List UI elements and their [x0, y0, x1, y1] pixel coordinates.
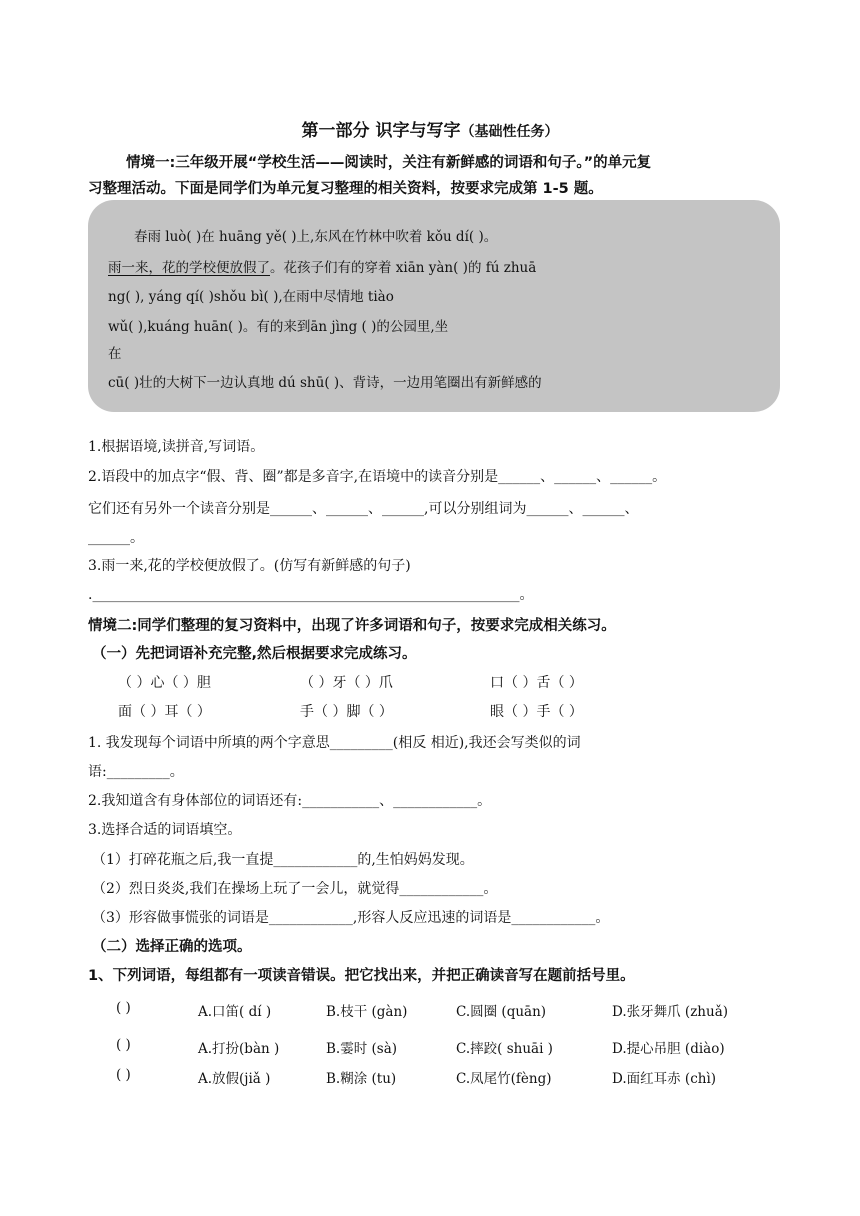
scene1-line2: 习整理活动。下面是同学们为单元复习整理的相关资料，按要求完成第 1-5 题。 — [88, 181, 603, 197]
part1-q3-2: （2）烈日炎炎,我们在操场上玩了一会儿，就觉得____________。 — [92, 881, 498, 897]
part1-q3-3: （3）形容做事慌张的词语是____________,形容人反应迅速的词语是____________。 — [92, 910, 610, 926]
part1-heading: （一）先把词语补充完整,然后根据要求完成练习。 — [92, 646, 417, 662]
passage-line2 — [108, 256, 536, 276]
part1-q1-line1: 1. 我发现每个词语中所填的两个字意思_________(相反 相近),我还会写类似的词 — [88, 735, 581, 751]
passage-line3: ng( ), yáng qí( )shǒu bì( ),在雨中尽情地 tiào — [108, 289, 394, 305]
option-2d: D.提心吊胆 (diào) — [612, 1041, 725, 1057]
title-main: 第一部分 识字与写字 — [301, 121, 461, 141]
part2-q1: 1、下列词语，每组都有一项读音错误。把它找出来，并把正确读音写在题前括号里。 — [88, 968, 635, 984]
question-3-answer-line: ._____________________________________________________________。 — [88, 587, 534, 603]
option-3a: A.放假(jiǎ ) — [198, 1071, 271, 1087]
option-1a: A.口笛( dí ) — [198, 1004, 272, 1020]
passage-line6: cū( )壮的大树下一边认真地 dú shū( )、背诗，一边用笔圈出有新鲜感的 — [108, 375, 542, 391]
part1-q2: 2.我知道含有身体部位的词语还有:___________、____________。 — [88, 793, 492, 809]
option-3b: B.糊涂 (tu) — [326, 1071, 397, 1087]
idiom-fill-6: 眼（ ）手（ ） — [490, 704, 583, 720]
passage-line4: wǔ( ),kuáng huān( )。有的来到ān jìng ( )的公园里,坐 — [108, 319, 449, 335]
passage-underlined-sentence: 雨一来，花的学校便放假了 — [108, 260, 270, 276]
question-2-line3: ______。 — [88, 530, 144, 546]
scene2-text: 情境二:同学们整理的复习资料中，出现了许多词语和句子，按要求完成相关练习。 — [88, 618, 616, 634]
answer-bracket-2: ( ) — [116, 1037, 131, 1053]
passage-line5: 在 — [108, 346, 122, 362]
option-1b: B.枝干 (gàn) — [326, 1004, 408, 1020]
option-1c: C.圆圈 (quān) — [456, 1004, 547, 1020]
option-1d: D.张牙舞爪 (zhuǎ) — [612, 1004, 729, 1020]
passage-line2-rest: 。花孩子们有的穿着 xiān yàn( )的 fú zhuā — [270, 260, 537, 276]
title-sub: （基础性任务） — [460, 124, 559, 140]
question-2-line2: 它们还有另外一个读音分别是______、______、______,可以分别组词为______、______、 — [88, 501, 639, 517]
idiom-fill-4: 面（ ）耳（ ） — [118, 704, 211, 720]
option-2a: A.打扮(bàn ) — [198, 1041, 280, 1057]
question-1: 1.根据语境,读拼音,写词语。 — [88, 439, 265, 455]
page-title — [0, 116, 860, 141]
part2-heading: （二）选择正确的选项。 — [92, 939, 252, 955]
question-2-line1: 2.语段中的加点字“假、背、圈”都是多音字,在语境中的读音分别是______、______、______。 — [88, 469, 667, 485]
part1-q3: 3.选择合适的词语填空。 — [88, 822, 242, 838]
option-3d: D.面红耳赤 (chì) — [612, 1071, 717, 1087]
part1-q3-1: （1）打碎花瓶之后,我一直提____________的,生怕妈妈发现。 — [92, 852, 474, 868]
question-3-line1: 3.雨一来,花的学校便放假了。(仿写有新鲜感的句子) — [88, 558, 411, 574]
idiom-fill-5: 手（ ）脚（ ） — [300, 704, 393, 720]
option-3c: C.凤尾竹(fèng) — [456, 1071, 552, 1087]
passage-line1: 春雨 luò( )在 huāng yě( )上,东风在竹林中吹着 kǒu dí( )。 — [134, 229, 498, 245]
idiom-fill-2: （ ）牙（ ）爪 — [300, 675, 393, 691]
option-2b: B.霎时 (sà) — [326, 1041, 398, 1057]
scene1-line1: 情境一:三年级开展“学校生活——阅读时，关注有新鲜感的词语和句子。”的单元复 — [126, 155, 652, 171]
answer-bracket-1: ( ) — [116, 1000, 131, 1016]
option-2c: C.摔跤( shuāi ) — [456, 1041, 553, 1057]
idiom-fill-3: 口（ ）舌（ ） — [490, 675, 583, 691]
answer-bracket-3: ( ) — [116, 1067, 131, 1083]
part1-q1-line2: 语:_________。 — [88, 764, 184, 780]
idiom-fill-1: （ ）心（ ）胆 — [118, 675, 211, 691]
